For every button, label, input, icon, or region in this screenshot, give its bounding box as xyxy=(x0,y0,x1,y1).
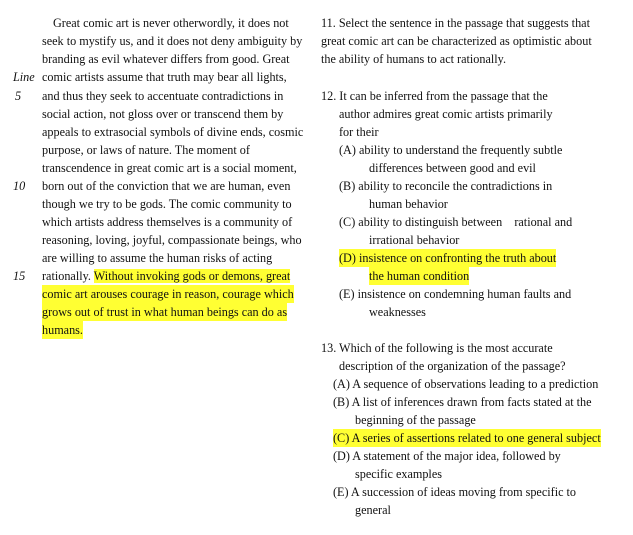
answer-option-b-cont[interactable]: beginning of the passage xyxy=(355,413,476,427)
answer-option-a-cont[interactable]: differences between good and evil xyxy=(369,161,536,175)
question-stem: description of the organization of the passage? xyxy=(339,359,566,373)
passage-line: which artists address themselves is a community of xyxy=(42,215,293,229)
answer-option-e-cont[interactable]: general xyxy=(355,503,391,517)
answer-option-b[interactable]: (B) ability to reconcile the contradictions in xyxy=(339,179,553,193)
highlighted-sentence[interactable]: comic art arouses courage in reason, courage which xyxy=(42,287,294,301)
question-stem: great comic art can be characterized as optimistic about xyxy=(321,34,592,48)
question-stem: for their xyxy=(339,125,379,139)
question-stem: 12. It can be inferred from the passage that the xyxy=(321,89,548,103)
passage-line: purpose, or laws of nature. The moment of xyxy=(42,143,250,157)
answer-option-c[interactable]: (C) ability to distinguish between rational and xyxy=(339,215,573,229)
answer-option-b[interactable]: (B) A list of inferences drawn from facts stated at the xyxy=(333,395,592,409)
passage-line: born out of the conviction that we are human, even xyxy=(42,179,291,193)
answer-option-e-cont[interactable]: weaknesses xyxy=(369,305,426,319)
answer-option-e[interactable]: (E) insistence on condemning human faults and xyxy=(339,287,572,301)
passage-line xyxy=(42,267,290,285)
passage-line: social action, not gloss over or transcend them by xyxy=(42,107,284,121)
highlighted-sentence[interactable]: humans. xyxy=(42,323,83,337)
passage-line: though we try to be gods. The comic community to xyxy=(42,197,292,211)
answer-option-d-selected[interactable]: (D) insistence on confronting the truth about xyxy=(339,251,557,265)
passage-line: branding as evil whatever differs from good. Great xyxy=(42,52,290,66)
passage-text: rationally. xyxy=(42,269,94,283)
answer-option-a[interactable]: (A) A sequence of observations leading to a prediction xyxy=(333,377,599,391)
highlighted-sentence[interactable]: Without invoking gods or demons, great xyxy=(93,269,291,283)
question-stem: 13. Which of the following is the most accurate xyxy=(321,341,553,355)
answer-option-e[interactable]: (E) A succession of ideas moving from specific to xyxy=(333,485,577,499)
passage-line: are willing to assume the human risks of acting xyxy=(42,251,273,265)
passage-line: transcendence in great comic art is a social moment, xyxy=(42,161,297,175)
passage-line: seek to mystify us, and it does not deny ambiguity by xyxy=(42,34,303,48)
answer-option-d-cont[interactable]: the human condition xyxy=(369,269,470,283)
passage-line: appeals to extrasocial symbols of divine ends, cosmic xyxy=(42,125,304,139)
line-number: 15 xyxy=(13,269,26,283)
line-number: 10 xyxy=(13,179,26,193)
line-label: Line xyxy=(13,70,35,84)
highlighted-sentence[interactable]: grows out of trust in what human beings can do as xyxy=(42,305,288,319)
passage-line: reasoning, loving, joyful, compassionate beings, who xyxy=(42,233,302,247)
answer-option-d-cont[interactable]: specific examples xyxy=(355,467,442,481)
answer-option-b-cont[interactable]: human behavior xyxy=(369,197,448,211)
question-stem: author admires great comic artists primarily xyxy=(339,107,553,121)
answer-option-a[interactable]: (A) ability to understand the frequently subtle xyxy=(339,143,563,157)
answer-option-c-cont[interactable]: irrational behavior xyxy=(369,233,460,247)
passage-line: and thus they seek to accentuate contradictions in xyxy=(42,89,284,103)
line-number: 5 xyxy=(15,89,22,103)
question-stem: 11. Select the sentence in the passage that suggests that xyxy=(321,16,590,30)
passage-line: comic artists assume that truth may bear all lights, xyxy=(42,70,287,84)
answer-option-c-selected[interactable]: (C) A series of assertions related to one general subject xyxy=(333,431,601,445)
passage-line: Great comic art is never otherwordly, it does not xyxy=(53,16,289,30)
answer-option-d[interactable]: (D) A statement of the major idea, followed by xyxy=(333,449,561,463)
question-stem: the ability of humans to act rationally. xyxy=(321,52,507,66)
